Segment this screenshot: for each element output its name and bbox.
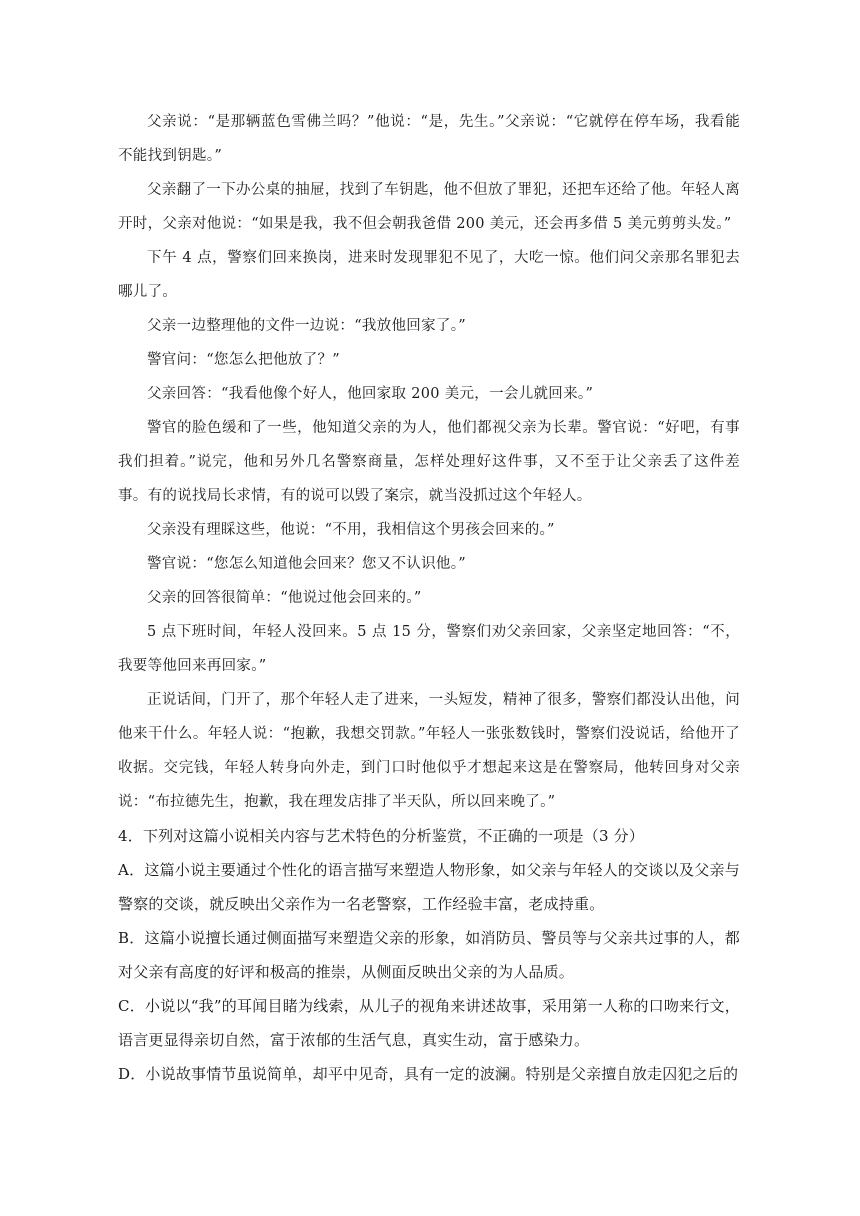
story-paragraph: 警官说：“您怎么知道他会回来？您又不认识他。” [147, 556, 466, 572]
story-paragraph: 父亲说：“是那辆蓝色雪佛兰吗？”他说：“是，先生。”父亲说：“它就停在停车场，我看能不能找到钥匙。” [118, 114, 740, 164]
story-paragraph: 警官问：“您怎么把他放了？” [147, 352, 341, 368]
option-a: A．这篇小说主要通过个性化的语言描写来塑造人物形象，如父亲与年轻人的交谈以及父亲与警察的交谈，就反映出父亲作为一名老警察，工作经验丰富，老成持重。 [118, 861, 740, 913]
story-paragraph: 父亲的回答很简单：“他说过他会回来的。” [147, 590, 422, 606]
story-paragraph: 警官的脸色缓和了一些，他知道父亲的为人，他们都视父亲为长辈。警官说：“好吧，有事我们担着。”说完，他和另外几名警察商量，怎样处理好这件事，又不至于让父亲丢了这件差事。有的说找局长求情，有的说可以毁了案宗，就当没抓过这个年轻人。 [118, 420, 740, 504]
story-paragraph: 父亲翻了一下办公桌的抽屉，找到了车钥匙，他不但放了罪犯，还把车还给了他。年轻人离开时，父亲对他说：“如果是我，我不但会朝我爸借 200 美元，还会再多借 5 美元剪剪头发。” [118, 182, 740, 232]
story-paragraph: 正说话间，门开了，那个年轻人走了进来，一头短发，精神了很多，警察们都没认出他，问他来干什么。年轻人说：“抱歉，我想交罚款。”年轻人一张张数钱时，警察们没说话，给他开了收据。交完钱，年轻人转身向外走，到门口时他似乎才想起来这是在警察局，他转回身对父亲说：“布拉德先生，抱歉，我在理发店排了半天队，所以回来晚了。” [118, 692, 740, 810]
option-b: B．这篇小说擅长通过侧面描写来塑造父亲的形象，如消防员、警员等与父亲共过事的人，都对父亲有高度的好评和极高的推崇，从侧面反映出父亲的为人品质。 [118, 929, 740, 981]
option-c: C．小说以“我”的耳闻目睹为线索，从儿子的视角来讲述故事，采用第一人称的口吻来行文，语言更显得亲切自然，富于浓郁的生活气息，真实生动，富于感染力。 [118, 997, 740, 1049]
story-paragraph: 下午 4 点，警察们回来换岗，进来时发现罪犯不见了，大吃一惊。他们问父亲那名罪犯去哪儿了。 [118, 250, 740, 300]
story-paragraph: 5 点下班时间，年轻人没回来。5 点 15 分，警察们劝父亲回家，父亲坚定地回答：“不，我要等他回来再回家。” [118, 624, 740, 674]
question-4 [118, 819, 740, 1091]
story-paragraph: 父亲一边整理他的文件一边说：“我放他回家了。” [147, 318, 466, 334]
story-paragraph: 父亲回答：“我看他像个好人，他回家取 200 美元，一会儿就回来。” [147, 386, 594, 402]
story-paragraph: 父亲没有理睬这些，他说：“不用，我相信这个男孩会回来的。” [147, 522, 555, 538]
story-excerpt [118, 105, 740, 819]
question-stem: 4．下列对这篇小说相关内容与艺术特色的分析鉴赏，不正确的一项是（3 分） [118, 827, 645, 845]
option-d: D．小说故事情节虽说简单，却平中见奇，具有一定的波澜。特别是父亲擅自放走囚犯之后的 [118, 1065, 739, 1083]
page-content [118, 105, 740, 1091]
